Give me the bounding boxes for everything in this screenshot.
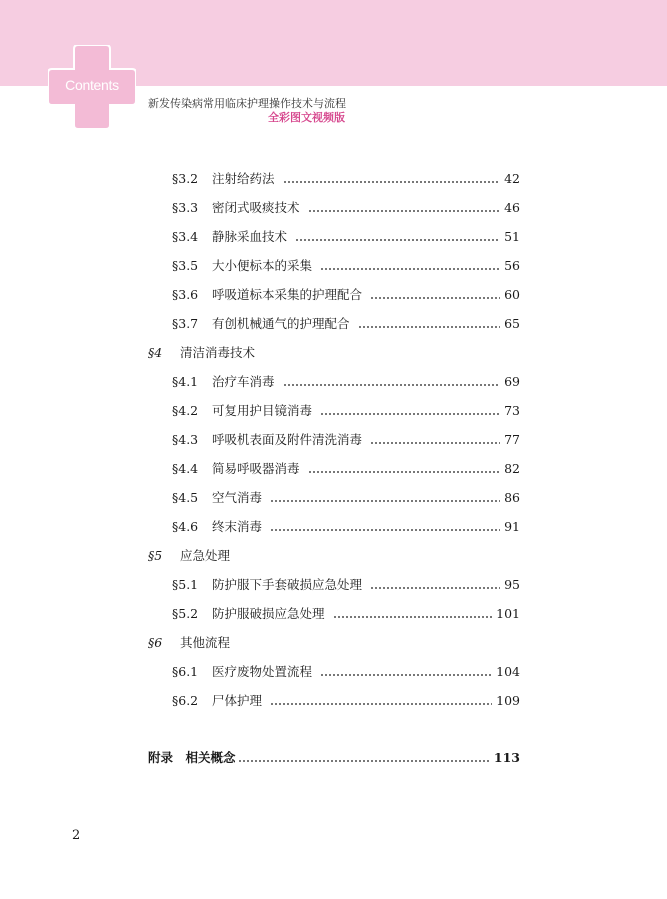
toc-entry[interactable] bbox=[172, 400, 520, 422]
toc-number: §5.2 bbox=[172, 606, 199, 621]
toc-entry[interactable] bbox=[172, 661, 520, 683]
toc-title: 静脉采血技术 bbox=[212, 229, 288, 244]
toc-page-number: 46 bbox=[504, 200, 520, 215]
dot-leader bbox=[295, 239, 500, 241]
toc-number: §4.4 bbox=[172, 461, 199, 476]
toc-title: 呼吸道标本采集的护理配合 bbox=[212, 287, 363, 302]
toc-title: 简易呼吸器消毒 bbox=[212, 461, 300, 476]
toc-entry[interactable] bbox=[172, 168, 520, 190]
toc-number: §4 bbox=[148, 345, 163, 360]
toc-title: 注射给药法 bbox=[212, 171, 275, 186]
toc-number: §3.3 bbox=[172, 200, 199, 215]
toc-entry[interactable] bbox=[172, 603, 520, 625]
toc-page-number: 113 bbox=[493, 750, 520, 765]
toc-entry[interactable] bbox=[172, 690, 520, 712]
toc-number: §4.6 bbox=[172, 519, 199, 534]
toc-page-number: 51 bbox=[504, 229, 520, 244]
toc-section-heading bbox=[148, 632, 520, 654]
toc-page-number: 77 bbox=[504, 432, 520, 447]
dot-leader bbox=[370, 587, 500, 589]
toc-title: 空气消毒 bbox=[212, 490, 263, 505]
toc-number: §3.7 bbox=[172, 316, 199, 331]
dot-leader bbox=[283, 384, 501, 386]
toc-page-number: 82 bbox=[504, 461, 520, 476]
toc-entry[interactable] bbox=[172, 255, 520, 277]
toc-entry[interactable] bbox=[172, 487, 520, 509]
toc-entry[interactable] bbox=[172, 313, 520, 335]
toc-appendix-entry[interactable] bbox=[148, 747, 520, 769]
toc-page-number: 101 bbox=[496, 606, 520, 621]
toc-page-number: 104 bbox=[496, 664, 520, 679]
toc-page-number: 109 bbox=[496, 693, 520, 708]
toc-number: §5.1 bbox=[172, 577, 199, 592]
toc-page-number: 65 bbox=[504, 316, 520, 331]
toc-title: 治疗车消毒 bbox=[212, 374, 275, 389]
toc-entry[interactable] bbox=[172, 226, 520, 248]
book-subtitle: 全彩图文视频版 bbox=[268, 111, 345, 124]
book-title: 新发传染病常用临床护理操作技术与流程 bbox=[148, 97, 346, 110]
toc-number: §4.1 bbox=[172, 374, 199, 389]
toc-section-heading bbox=[148, 545, 520, 567]
toc-entry[interactable] bbox=[172, 371, 520, 393]
toc-entry[interactable] bbox=[172, 458, 520, 480]
toc-entry[interactable] bbox=[172, 197, 520, 219]
toc-title: 防护服下手套破损应急处理 bbox=[212, 577, 363, 592]
dot-leader bbox=[308, 471, 501, 473]
toc-title: 应急处理 bbox=[180, 548, 231, 563]
toc-page-number: 95 bbox=[504, 577, 520, 592]
toc-title: 可复用护目镜消毒 bbox=[212, 403, 313, 418]
toc-number: §6.2 bbox=[172, 693, 199, 708]
toc-number: §3.5 bbox=[172, 258, 199, 273]
toc-title: 附录 相关概念 bbox=[148, 750, 236, 765]
toc-number: §3.6 bbox=[172, 287, 199, 302]
toc-number: §4.5 bbox=[172, 490, 199, 505]
toc-page-number: 42 bbox=[504, 171, 520, 186]
dot-leader bbox=[320, 413, 500, 415]
toc-entry[interactable] bbox=[172, 429, 520, 451]
toc-number: §5 bbox=[148, 548, 163, 563]
dot-leader bbox=[283, 181, 501, 183]
contents-label: Contents bbox=[65, 77, 119, 93]
dot-leader bbox=[308, 210, 501, 212]
dot-leader bbox=[370, 297, 500, 299]
dot-leader bbox=[270, 529, 500, 531]
dot-leader bbox=[320, 674, 492, 676]
toc-title: 清洁消毒技术 bbox=[180, 345, 256, 360]
toc-title: 防护服破损应急处理 bbox=[212, 606, 325, 621]
toc-title: 呼吸机表面及附件清洗消毒 bbox=[212, 432, 363, 447]
toc-entry[interactable] bbox=[172, 284, 520, 306]
toc-page-number: 56 bbox=[504, 258, 520, 273]
toc-page-number: 73 bbox=[504, 403, 520, 418]
dot-leader bbox=[358, 326, 501, 328]
dot-leader bbox=[370, 442, 500, 444]
toc-number: §3.4 bbox=[172, 229, 199, 244]
toc-page-number: 60 bbox=[504, 287, 520, 302]
toc-section-heading bbox=[148, 342, 520, 364]
toc-number: §4.2 bbox=[172, 403, 199, 418]
toc-title: 密闭式吸痰技术 bbox=[212, 200, 300, 215]
toc-entry[interactable] bbox=[172, 574, 520, 596]
toc-title: 其他流程 bbox=[180, 635, 231, 650]
toc-page-number: 69 bbox=[504, 374, 520, 389]
toc-title: 医疗废物处置流程 bbox=[212, 664, 313, 679]
page-number: 2 bbox=[72, 828, 81, 843]
toc-title: 有创机械通气的护理配合 bbox=[212, 316, 350, 331]
toc-number: §6 bbox=[148, 635, 163, 650]
toc-entry[interactable] bbox=[172, 516, 520, 538]
toc-number: §6.1 bbox=[172, 664, 199, 679]
dot-leader bbox=[270, 500, 500, 502]
toc-page-number: 91 bbox=[504, 519, 520, 534]
toc-title: 终末消毒 bbox=[212, 519, 263, 534]
dot-leader bbox=[333, 616, 493, 618]
toc-number: §3.2 bbox=[172, 171, 199, 186]
dot-leader bbox=[320, 268, 500, 270]
toc-title: 尸体护理 bbox=[212, 693, 263, 708]
toc-page-number: 86 bbox=[504, 490, 520, 505]
toc-number: §4.3 bbox=[172, 432, 199, 447]
dot-leader bbox=[270, 703, 492, 705]
dot-leader bbox=[238, 760, 490, 762]
toc-title: 大小便标本的采集 bbox=[212, 258, 313, 273]
